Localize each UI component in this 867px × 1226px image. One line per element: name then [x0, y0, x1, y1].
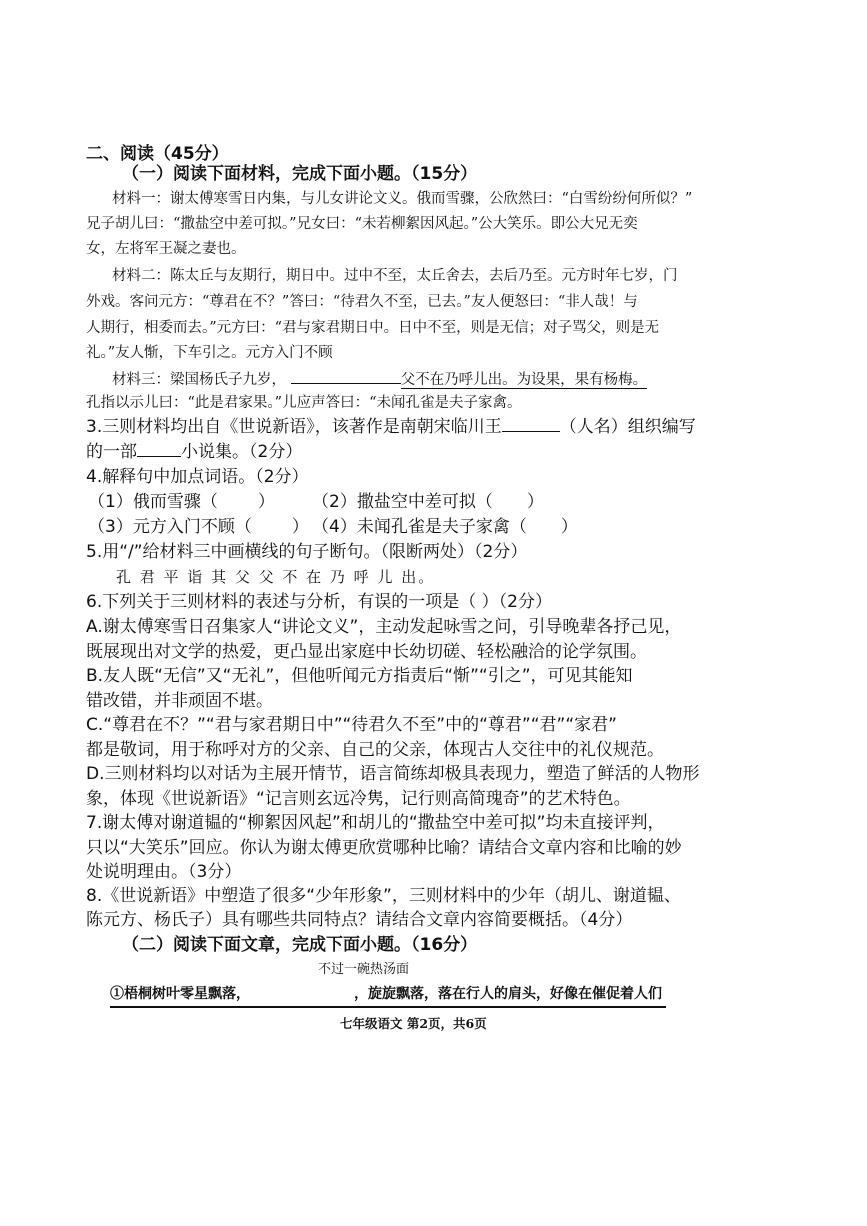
material3-line	[112, 367, 647, 392]
article-title: 不过一碗热汤面	[318, 962, 410, 977]
q6-option-b: B.友人既“无信”又“无礼”，但他听闻元方指责后“惭”“引之”，可见其能知	[86, 666, 633, 686]
q5-sentence: 孔 君 平 诣 其 父 父 不 在 乃 呼 儿 出。	[116, 568, 436, 586]
material3-line: 孔指以示儿曰：“此是君家果。”儿应声答曰：“未闻孔雀是夫子家禽。	[86, 395, 522, 411]
question-7: 处说明理由。（3分）	[86, 862, 242, 882]
q4-item-2: （2）撒盐空中差可拟（ ）	[312, 492, 544, 512]
question-3: 3.三则材料均出自《世说新语》，该著作是南朝宋临川王 （人名）组织编写	[86, 417, 696, 437]
answer-blank[interactable]	[137, 440, 181, 457]
material3-underline-blank	[291, 367, 401, 384]
q4-item-4: （4）未闻孔雀是夫子家禽（ ）	[312, 517, 578, 537]
q6-option-c: C.“尊君在不？”“君与家君期日中”“待君久不至”中的“尊君”“君”“家君”	[86, 715, 617, 735]
material2-line: 礼。”友人惭，下车引之。元方入门不顾	[86, 345, 333, 361]
q4-item-1: （1）俄而雪骤（ ）	[88, 492, 275, 512]
question-5: 5.用“/”给材料三中画横线的句子断句。（限断两处）（2分）	[86, 542, 528, 562]
question-7: 只以“大笑乐”回应。你认为谢太傅更欣赏哪种比喻？请结合文章内容和比喻的妙	[86, 838, 682, 858]
q6-option-b: 错改错，并非顽固不堪。	[86, 691, 273, 711]
q6-option-a: A.谢太傅寒雪日召集家人“讲论文义”，主动发起咏雪之问，引导晚辈各抒己见，	[86, 617, 682, 637]
section-title: 二、阅读（45分）	[86, 144, 229, 164]
page-footer: 七年级语文 第2页，共6页	[340, 1016, 487, 1031]
question-6: 6.下列关于三则材料的表述与分析，有误的一项是（ ）（2分）	[86, 592, 552, 612]
question-3-cont: 的一部 小说集。（2分）	[86, 442, 303, 462]
material1-line: 兄子胡儿曰：“撒盐空中差可拟。”兄女曰：“未若柳絮因风起。”公大笑乐。即公大兄无奕	[86, 216, 638, 232]
question-4: 4.解释句中加点词语。（2分）	[86, 467, 309, 487]
material1-line: 材料一：谢太傅寒雪日内集，与儿女讲论文义。俄而雪骤，公欣然曰：“白雪纷纷何所似？”	[112, 191, 693, 207]
part2-heading: （二）阅读下面文章，完成下面小题。（16分）	[122, 935, 478, 955]
answer-blank[interactable]	[502, 415, 560, 432]
question-7: 7.谢太傅对谢道韫的“柳絮因风起”和胡儿的“撒盐空中差可拟”均未直接评判，	[86, 813, 665, 833]
q6-option-d: 象，体现《世说新语》“记言则玄远冷隽，记行则高简瑰奇”的艺术特色。	[86, 789, 631, 809]
q6-option-d: D.三则材料均以对话为主展开情节，语言简练却极具表现力，塑造了鲜活的人物形	[86, 764, 700, 784]
material3-underlined-text: 父不在乃呼儿出。为设果，果有杨梅。	[400, 372, 648, 388]
q6-option-a: 既展现出对文学的热爱，更凸显出家庭中长幼切磋、轻松融洽的论学氛围。	[86, 642, 647, 662]
question-8: 8.《世说新语》中塑造了很多“少年形象”，三则材料中的少年（胡儿、谢道韫、	[86, 886, 681, 906]
material2-line: 人期行，相委而去。”元方曰：“君与家君期日中。日中不至，则是无信；对子骂父，则是无	[86, 320, 660, 336]
q6-option-c: 都是敬词，用于称呼对方的父亲、自己的父亲，体现古人交往中的礼仪规范。	[86, 740, 664, 760]
material2-line: 材料二：陈太丘与友期行，期日中。过中不至，太丘舍去，去后乃至。元方时年七岁，门	[112, 268, 678, 284]
question-8: 陈元方、杨氏子）具有哪些共同特点？请结合文章内容简要概括。（4分）	[86, 910, 633, 930]
material2-line: 外戏。客问元方：“尊君在不？”答曰：“待君久不至，已去。”友人便怒曰：“非人哉！与	[86, 294, 638, 310]
part1-heading: （一）阅读下面材料，完成下面小题。（15分）	[122, 164, 478, 184]
material3-start: 材料三：梁国杨氏子九岁，	[112, 372, 286, 388]
q4-item-3: （3）元方入门不顾（ ）	[88, 517, 309, 537]
article-paragraph-1: ①梧桐树叶零星飘落， ，旋旋飘落，落在行人的肩头，好像在催促着人们	[110, 982, 666, 1008]
material1-line: 女，左将军王凝之妻也。	[86, 241, 246, 257]
